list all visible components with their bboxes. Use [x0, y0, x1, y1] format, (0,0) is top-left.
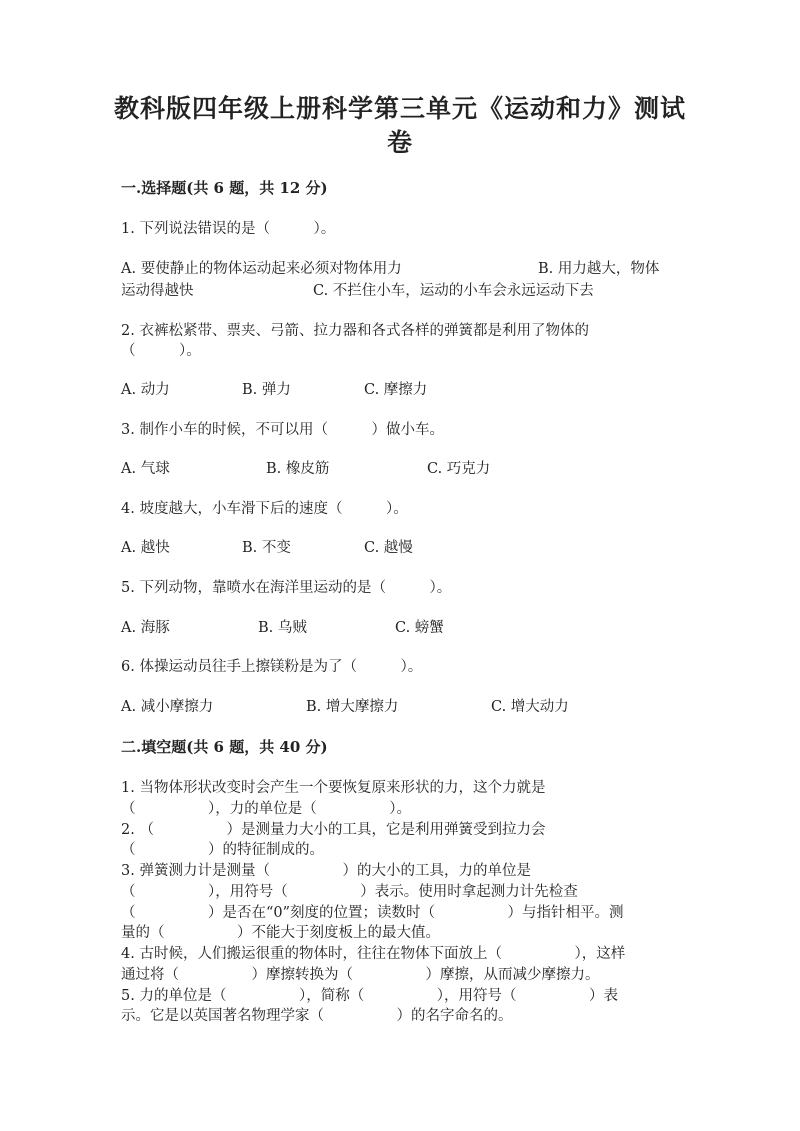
fill-line-4: （ ）的特征制成的。	[121, 842, 324, 858]
question-3-stem: 3. 制作小车的时候，不可以用（ ）做小车。	[121, 422, 444, 438]
title-line-1: 教科版四年级上册科学第三单元《运动和力》测试	[113, 94, 686, 123]
question-1-option-b: B. 用力越大，物体	[538, 261, 660, 277]
question-6-option-b: B. 增大摩擦力	[306, 699, 399, 715]
question-2-option-a: A. 动力	[121, 382, 170, 398]
fill-line-11: 5. 力的单位是（ ），简称（ ），用符号（ ）表	[121, 988, 618, 1004]
question-5-option-b: B. 乌贼	[258, 620, 307, 636]
title-line-2: 卷	[386, 128, 413, 157]
fill-line-3: 2. （ ）是测量力大小的工具，它是利用弹簧受到拉力会	[121, 822, 546, 838]
fill-line-9: 4. 古时候，人们搬运很重的物体时，往往在物体下面放上（ ），这样	[121, 946, 626, 962]
fill-line-8: 量的（ ）不能大于刻度板上的最大值。	[121, 925, 440, 941]
question-1-option-b-cont: 运动得越快	[121, 283, 194, 299]
question-1-option-c: C. 不拦住小车，运动的小车会永远运动下去	[313, 283, 594, 299]
question-1-stem: 1. 下列说法错误的是（ ）。	[121, 221, 336, 237]
fill-line-10: 通过将（ ）摩擦转换为（ ）摩擦，从而减少摩擦力。	[121, 967, 600, 983]
question-3-option-b: B. 橡皮筋	[266, 461, 330, 477]
page-title	[110, 92, 690, 160]
question-2-stem-line-2: （ ）。	[121, 343, 201, 359]
question-6-stem: 6. 体操运动员往手上擦镁粉是为了（ ）。	[121, 659, 423, 675]
question-4-stem: 4. 坡度越大，小车滑下后的速度（ ）。	[121, 501, 408, 517]
question-5-option-a: A. 海豚	[121, 620, 170, 636]
question-2-option-c: C. 摩擦力	[364, 382, 428, 398]
fill-line-2: （ ），力的单位是（ ）。	[121, 801, 411, 817]
fill-line-6: （ ），用符号（ ）表示。使用时拿起测力计先检查	[121, 884, 578, 900]
question-3-option-a: A. 气球	[121, 461, 170, 477]
fill-line-7: （ ）是否在“0”刻度的位置；读数时（ ）与指针相平。测	[121, 905, 624, 921]
question-6-option-a: A. 减小摩擦力	[121, 699, 214, 715]
question-4-option-b: B. 不变	[242, 540, 291, 556]
question-4-option-c: C. 越慢	[364, 540, 413, 556]
question-3-option-c: C. 巧克力	[427, 461, 491, 477]
question-5-option-c: C. 螃蟹	[395, 620, 444, 636]
section-heading-choice: 一.选择题(共 6 题，共 12 分)	[121, 179, 328, 197]
question-1-option-a: A. 要使静止的物体运动起来必须对物体用力	[121, 261, 402, 277]
question-2-option-b: B. 弹力	[242, 382, 291, 398]
fill-line-1: 1. 当物体形状改变时会产生一个要恢复原来形状的力，这个力就是	[121, 780, 546, 796]
question-4-option-a: A. 越快	[121, 540, 170, 556]
section-heading-fill: 二.填空题(共 6 题，共 40 分)	[121, 738, 328, 756]
fill-line-12: 示。它是以英国著名物理学家（ ）的名字命名的。	[121, 1008, 513, 1024]
question-2-stem-line-1: 2. 衣裤松紧带、票夹、弓箭、拉力器和各式各样的弹簧都是利用了物体的	[121, 323, 589, 339]
question-6-option-c: C. 增大动力	[491, 699, 569, 715]
question-5-stem: 5. 下列动物，靠喷水在海洋里运动的是（ ）。	[121, 580, 452, 596]
fill-line-5: 3. 弹簧测力计是测量（ ）的大小的工具，力的单位是	[121, 863, 531, 879]
